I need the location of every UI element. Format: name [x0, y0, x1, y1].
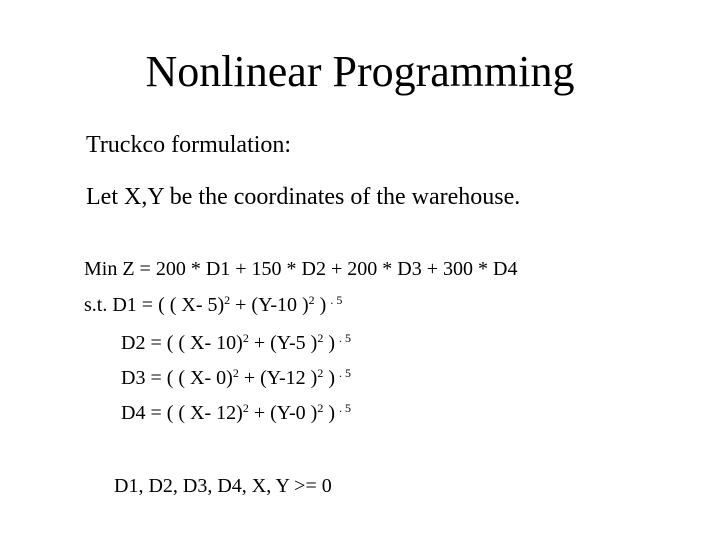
slide-title: Nonlinear Programming — [145, 47, 575, 96]
constraint-close: ) — [323, 332, 335, 354]
exponent: 2 — [232, 366, 239, 380]
constraint-d1 — [84, 292, 342, 318]
power-exponent: . 5 — [330, 293, 343, 307]
constraint-close: ) — [323, 367, 335, 389]
constraint-close: ) — [314, 294, 327, 316]
exponent: 2 — [242, 401, 249, 415]
exponent: 2 — [308, 293, 315, 307]
constraint-term: + (Y-5 ) — [248, 332, 318, 354]
variable-definition: Let X,Y be the coordinates of the warehouse. — [86, 184, 521, 210]
power-exponent: . 5 — [338, 331, 351, 345]
constraint-term: + (Y-12 ) — [238, 367, 318, 389]
power-exponent: . 5 — [338, 401, 351, 415]
formulation-heading: Truckco formulation: — [86, 132, 292, 158]
constraint-term: + (Y-0 ) — [248, 402, 318, 424]
constraint-lhs: D2 = ( ( X- 10) — [121, 332, 243, 354]
constraint-lhs: D4 = ( ( X- 12) — [121, 402, 243, 424]
constraint-lhs: D3 = ( ( X- 0) — [121, 367, 233, 389]
constraint-d3 — [121, 365, 351, 391]
nonnegativity-constraint: D1, D2, D3, D4, X, Y >= 0 — [114, 475, 332, 497]
exponent: 2 — [224, 293, 231, 307]
constraint-d4 — [121, 400, 351, 426]
constraint-term: + (Y-10 ) — [230, 294, 309, 316]
constraint-lhs: s.t. D1 = ( ( X- 5) — [84, 294, 225, 316]
objective-function: Min Z = 200 * D1 + 150 * D2 + 200 * D3 + 300 * D4 — [84, 258, 518, 280]
constraint-close: ) — [323, 402, 335, 424]
exponent: 2 — [242, 331, 249, 345]
constraint-d2 — [121, 330, 351, 356]
exponent: 2 — [317, 366, 324, 380]
exponent: 2 — [317, 401, 324, 415]
power-exponent: . 5 — [338, 366, 351, 380]
exponent: 2 — [317, 331, 324, 345]
